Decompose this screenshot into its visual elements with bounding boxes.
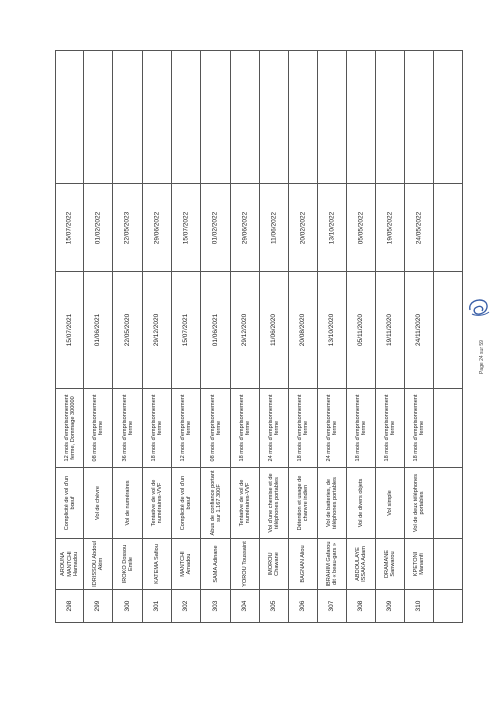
sentence-text: 18 mois d'emprisonnement ferme [296,394,309,462]
table-band [56,468,463,539]
cell-empty [434,51,463,184]
table-band [56,539,463,590]
cell-start [143,272,172,389]
cell-empty [113,51,143,184]
cell-start [289,272,318,389]
offense-text: Tentative de vol de numéraires-VVF [150,479,163,527]
cell-num [260,590,289,623]
cell-start [318,272,347,389]
num-text: 298 [65,600,73,612]
end-text: 20/02/2022 [299,211,307,244]
cell-empty [260,51,289,184]
end-text: 15/07/2022 [65,211,73,244]
sentence-text: 18 mois d'emprisonnement ferme [354,394,367,462]
cell-num [289,590,318,623]
cell-num [201,590,231,623]
cell-name [260,539,289,590]
offense-text: Vol de batteries, de téléphones portables [325,477,338,529]
cell-start [405,272,434,389]
end-text: 11/06/2022 [270,211,278,244]
cell-empty [434,590,463,623]
start-text: 11/06/2020 [270,313,278,347]
end-text: 22/05/2023 [123,211,131,244]
cell-empty [201,51,231,184]
start-text: 01/06/2021 [94,313,102,347]
num-text: 305 [270,600,278,612]
cell-end [172,184,201,272]
cell-sentence [84,389,113,468]
offense-text: Détention et usage de chanvre indien [296,475,309,531]
sentence-text: 18 mois d'emprisonnement ferme [238,394,251,462]
cell-sentence [56,389,84,468]
num-text: 302 [182,600,190,612]
cell-end [56,184,84,272]
table-band [56,272,463,389]
offense-text: Vol de chèvre [94,486,101,520]
cell-sentence [405,389,434,468]
cell-num [318,590,347,623]
end-text: 19/05/2022 [386,211,394,244]
cell-offense [84,468,113,539]
page-number: Page 24 sur 59 [479,340,485,374]
cell-name [376,539,405,590]
cell-num [231,590,260,623]
num-text: 303 [211,600,219,612]
cell-num [84,590,113,623]
end-text: 01/02/2022 [211,211,219,244]
cell-end [318,184,347,272]
cell-sentence [231,389,260,468]
sentence-text: 18 mois d'emprisonnement ferme [412,394,425,462]
end-text: 13/10/2022 [328,211,336,244]
name-text: KATEMA Safiou [153,544,160,584]
cell-empty [434,468,463,539]
cell-offense [347,468,376,539]
cell-end [289,184,318,272]
cell-offense [56,468,84,539]
sentence-text: 36 mois d'emprisonnement ferme [121,394,134,462]
cell-start [201,272,231,389]
cell-end [201,184,231,272]
page-footer [472,318,486,398]
start-text: 19/11/2020 [386,313,394,347]
sentence-text: 12 mois d'emprisonnement ferme [179,394,192,462]
cell-name [231,539,260,590]
cell-empty [434,539,463,590]
cell-num [405,590,434,623]
cell-sentence [289,389,318,468]
offense-text: Vol de numéraires [124,480,131,526]
cell-empty [376,51,405,184]
cell-empty [172,51,201,184]
cell-start [376,272,405,389]
table-band [56,51,463,184]
offense-text: Tentative de vol de numéraires-VVF [238,479,251,527]
cell-name [201,539,231,590]
detainee-table [55,50,463,623]
cell-offense [113,468,143,539]
cell-name [113,539,143,590]
cell-num [143,590,172,623]
cell-name [143,539,172,590]
start-text: 05/11/2020 [357,313,365,347]
name-text: KPETONI Manamfi [412,551,425,577]
cell-empty [434,272,463,389]
name-text: IBRAHIM Gafarou dit « beau-gars » [325,541,338,587]
cell-end [231,184,260,272]
end-text: 29/06/2022 [153,211,161,244]
cell-name [289,539,318,590]
start-text: 15/07/2021 [182,313,190,347]
end-text: 15/07/2022 [182,211,190,244]
name-text: AROUNA MANTCHI Hamadou [59,551,79,577]
start-text: 13/10/2020 [328,313,336,347]
cell-end [347,184,376,272]
offense-text: Vol d'une chemise et de téléphones portables [267,473,280,533]
cell-end [376,184,405,272]
num-text: 299 [94,600,102,612]
name-text: YOROU Toussaint [241,541,248,587]
cell-num [113,590,143,623]
start-text: 29/12/2020 [241,313,249,347]
cell-offense [260,468,289,539]
cell-empty [347,51,376,184]
num-text: 304 [241,600,249,612]
cell-offense [405,468,434,539]
sentence-text: 08 mois d'emprisonnement ferme [91,394,104,462]
cell-offense [143,468,172,539]
cell-empty [405,51,434,184]
sentence-text: 12 mois d'emprisonnement ferme, Dommage 300000 [63,394,76,462]
offense-text: Abus de confiance portant sur 1.167.300F [209,470,222,536]
num-text: 306 [299,600,307,612]
end-text: 24/05/2022 [415,211,423,244]
cell-sentence [172,389,201,468]
sentence-text: 24 mois d'emprisonnement ferme [325,394,338,462]
cell-end [405,184,434,272]
cell-sentence [113,389,143,468]
end-text: 29/06/2022 [241,211,249,244]
name-text: BAGNAN Aliou [299,545,306,583]
start-text: 29/12/2020 [153,313,161,347]
cell-sentence [143,389,172,468]
name-text: IDRISSOU Abdoul Akim [91,541,104,587]
cell-sentence [201,389,231,468]
cell-start [231,272,260,389]
cell-num [347,590,376,623]
offense-text: Complicité de vol d'un bœuf [179,475,192,531]
cell-num [376,590,405,623]
offense-text: Vol simple [386,490,393,516]
cell-empty [231,51,260,184]
cell-start [260,272,289,389]
cell-start [84,272,113,389]
offense-text: Vol de divers objets [357,478,364,528]
offense-text: Complicité de vol d'un bœuf [63,475,76,531]
cell-start [347,272,376,389]
cell-offense [289,468,318,539]
cell-end [143,184,172,272]
cell-start [113,272,143,389]
cell-empty [84,51,113,184]
start-text: 15/07/2021 [65,313,73,347]
cell-name [84,539,113,590]
cell-offense [201,468,231,539]
cell-sentence [260,389,289,468]
sentence-text: 24 mois d'emprisonnement ferme [267,394,280,462]
num-text: 308 [357,600,365,612]
name-text: DRAMANE Sanwarou [383,550,396,578]
start-text: 01/06/2021 [211,313,219,347]
sentence-text: 18 mois d'emprisonnement ferme [150,394,163,462]
cell-empty [434,184,463,272]
num-text: 301 [153,600,161,612]
cell-empty [143,51,172,184]
cell-name [56,539,84,590]
num-text: 307 [328,600,336,612]
cell-start [56,272,84,389]
start-text: 20/08/2020 [299,313,307,347]
cell-num [56,590,84,623]
sentence-text: 08 mois d'emprisonnement ferme [209,394,222,462]
name-text: SAMA Adinane [212,545,219,583]
name-text: IMOROU Chawane [267,552,280,576]
cell-offense [172,468,201,539]
cell-sentence [347,389,376,468]
cell-num [172,590,201,623]
cell-offense [376,468,405,539]
num-text: 309 [386,600,394,612]
cell-empty [434,389,463,468]
name-text: IROKO Dossou Emile [121,544,134,584]
cell-empty [289,51,318,184]
name-text: MANTCHI Amadou [179,551,192,577]
table-band [56,389,463,468]
cell-end [260,184,289,272]
name-text: ABDOULAYE ISSAKA Adam [354,546,367,582]
cell-offense [318,468,347,539]
start-text: 24/11/2020 [415,313,423,347]
cell-name [172,539,201,590]
cell-offense [231,468,260,539]
cell-end [84,184,113,272]
cell-empty [56,51,84,184]
cell-end [113,184,143,272]
cell-name [405,539,434,590]
cell-name [347,539,376,590]
cell-start [172,272,201,389]
offense-text: Vol de deux téléphones portables [412,473,425,533]
table-band [56,184,463,272]
sentence-text: 18 mois d'emprisonnement ferme [383,394,396,462]
cell-sentence [318,389,347,468]
table-band [56,590,463,623]
end-text: 05/05/2022 [357,211,365,244]
cell-sentence [376,389,405,468]
end-text: 01/02/2022 [94,211,102,244]
start-text: 22/05/2020 [123,313,131,347]
cell-empty [318,51,347,184]
cell-name [318,539,347,590]
num-text: 310 [415,600,423,612]
signature-mark [466,296,492,318]
num-text: 300 [123,600,131,612]
